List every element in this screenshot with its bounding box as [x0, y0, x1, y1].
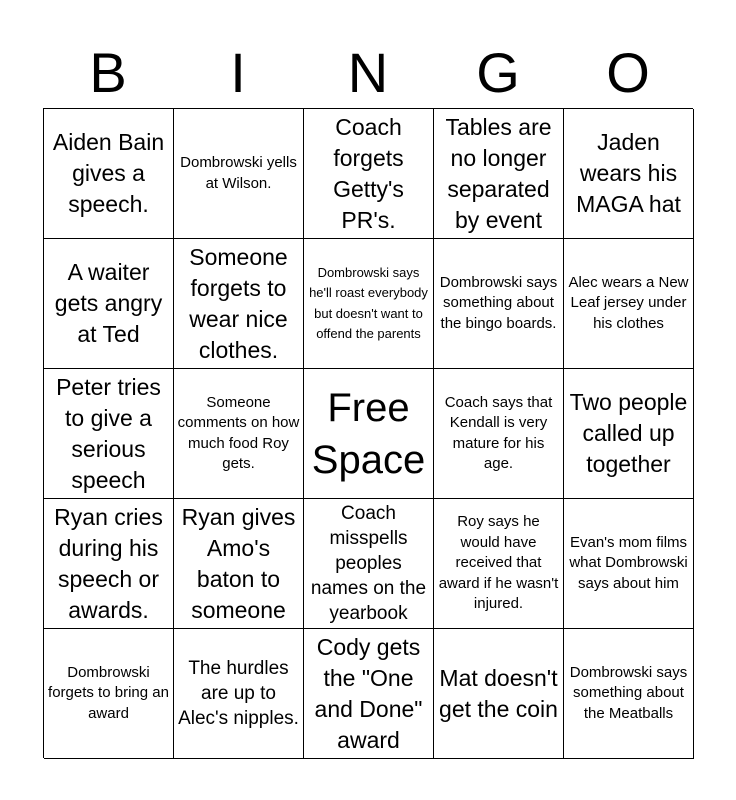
- bingo-cell-r4c3[interactable]: Coach misspells peoples names on the yearbook: [304, 499, 434, 629]
- bingo-cell-r1c1[interactable]: Aiden Bain gives a speech.: [44, 109, 174, 239]
- header-letter-o: O: [606, 41, 650, 104]
- bingo-cell-r3c2[interactable]: Someone comments on how much food Roy gets.: [174, 369, 304, 499]
- bingo-cell-r5c1[interactable]: Dombrowski forgets to bring an award: [44, 629, 174, 759]
- bingo-cell-r5c4[interactable]: Mat doesn't get the coin: [434, 629, 564, 759]
- bingo-cell-r2c4[interactable]: Dombrowski says something about the bingo boards.: [434, 239, 564, 369]
- bingo-cell-r5c5[interactable]: Dombrowski says something about the Meatballs: [564, 629, 694, 759]
- header-letter-n: N: [347, 41, 389, 104]
- header-letter-i: I: [230, 41, 246, 104]
- header-letter-g: G: [476, 41, 520, 104]
- header-letter-b: B: [89, 41, 127, 104]
- bingo-cell-r3c1[interactable]: Peter tries to give a serious speech: [44, 369, 174, 499]
- bingo-cell-r3c4[interactable]: Coach says that Kendall is very mature for his age.: [434, 369, 564, 499]
- bingo-cell-r1c2[interactable]: Dombrowski yells at Wilson.: [174, 109, 304, 239]
- bingo-grid: [43, 108, 693, 758]
- bingo-cell-r1c4[interactable]: Tables are no longer separated by event: [434, 109, 564, 239]
- bingo-header: [43, 38, 693, 108]
- bingo-cell-r4c2[interactable]: Ryan gives Amo's baton to someone: [174, 499, 304, 629]
- bingo-cell-r2c2[interactable]: Someone forgets to wear nice clothes.: [174, 239, 304, 369]
- bingo-cell-r5c3[interactable]: Cody gets the "One and Done" award: [304, 629, 434, 759]
- bingo-cell-r2c5[interactable]: Alec wears a New Leaf jersey under his clothes: [564, 239, 694, 369]
- bingo-cell-r5c2[interactable]: The hurdles are up to Alec's nipples.: [174, 629, 304, 759]
- bingo-cell-r4c1[interactable]: Ryan cries during his speech or awards.: [44, 499, 174, 629]
- bingo-cell-r2c3[interactable]: Dombrowski says he'll roast everybody but doesn't want to offend the parents: [304, 239, 434, 369]
- bingo-cell-free-space[interactable]: Free Space: [304, 369, 434, 499]
- bingo-cell-r3c5[interactable]: Two people called up together: [564, 369, 694, 499]
- bingo-cell-r4c5[interactable]: Evan's mom films what Dombrowski says about him: [564, 499, 694, 629]
- bingo-cell-r2c1[interactable]: A waiter gets angry at Ted: [44, 239, 174, 369]
- bingo-cell-r1c3[interactable]: Coach forgets Getty's PR's.: [304, 109, 434, 239]
- bingo-cell-r4c4[interactable]: Roy says he would have received that award if he wasn't injured.: [434, 499, 564, 629]
- bingo-cell-r1c5[interactable]: Jaden wears his MAGA hat: [564, 109, 694, 239]
